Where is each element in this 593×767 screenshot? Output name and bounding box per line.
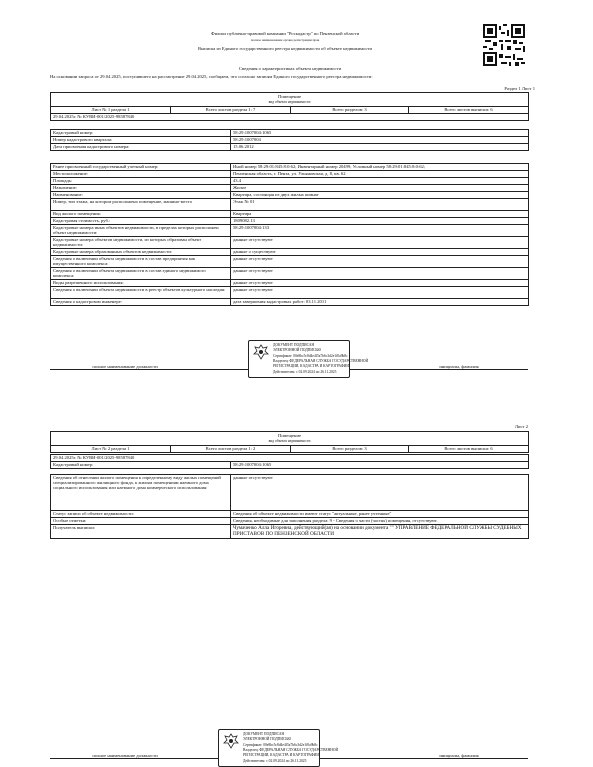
table-row-value: Сведения, необходимые для заполнения раздела: 9 - Сведения о части (частях) помещения, отсутствуют.	[231, 518, 529, 525]
stamp-line: Действителен: с 02.09.2024 по 26.11.2025	[243, 759, 307, 763]
table-row-label: Местоположение:	[51, 171, 231, 178]
page1-header-table	[50, 92, 529, 121]
stamp-line: Владелец: ФЕДЕРАЛЬНАЯ СЛУЖБА ГОСУДАРСТВЕННОЙ	[243, 748, 339, 752]
page2-date-number: 29.04.2025г. № КУВИ-001/2025-98587840	[51, 455, 529, 462]
stamp-line: ЭЛЕКТРОННОЙ ПОДПИСЬЮ	[273, 348, 322, 352]
table-row-value: данные о существуют	[231, 249, 529, 256]
table-row-label: Кадастровая стоимость, руб.:	[51, 218, 231, 225]
qr-code	[483, 24, 525, 66]
stamp-line: РЕГИСТРАЦИИ, КАДАСТРА И КАРТОГРАФИИ	[273, 364, 349, 368]
table-row-value: данные отсутствуют	[231, 280, 529, 287]
page2-object-type: Помещение	[278, 433, 302, 439]
page1-characteristics-table	[50, 163, 529, 306]
page1-date-number: 29.04.2025г. № КУВИ-001/2025-98587840	[51, 114, 529, 121]
table-row-label: Назначение:	[51, 185, 231, 192]
table-row-label: Ранее присвоенный государственный учетный номер:	[51, 164, 231, 171]
page2-header-table	[50, 431, 529, 453]
table-row-value: данные отсутствуют	[231, 237, 529, 249]
table-row-value: 15.06.2012	[231, 144, 529, 151]
table-row-label: Кадастровые номера объектов недвижимости, из которых образован объект недвижимости:	[51, 237, 231, 249]
table-row-value: данные отсутствуют	[231, 287, 529, 299]
section-title: Сведения о характеристиках объекта недвижимости	[238, 66, 342, 71]
table-row-label: Номер кадастрового квартала:	[51, 137, 231, 144]
page1-position-caption: полное наименование должности	[92, 364, 158, 369]
table-row-value: Жилое	[231, 185, 529, 192]
stamp-line: ЭЛЕКТРОННОЙ ПОДПИСЬЮ	[243, 737, 292, 741]
table-row-value: данные отсутствуют	[231, 475, 529, 511]
page1-sheet: Лист № 1 раздела 1	[51, 107, 171, 114]
table-row-value: Квартира, состоящая из двух жилых комнат	[231, 192, 529, 199]
table-row-value: дата завершения кадастровых работ: 03.11.2011	[231, 299, 529, 306]
table-row-value: 58:29:1007004:133	[231, 225, 529, 237]
section-label: Раздел 1 Лист 1	[504, 86, 535, 91]
page2-cadastral-table	[50, 454, 529, 469]
stamp-line: ДОКУМЕНТ ПОДПИСАН	[273, 343, 315, 347]
table-row-value: Сведения об объекте недвижимости имеют статус "актуальные, ранее учтенные"	[231, 511, 529, 518]
page2-position-caption: полное наименование должности	[92, 753, 158, 758]
table-row-label: Кадастровый номер:	[51, 130, 231, 137]
page1-sheets-in-section: Всего листов раздела 1: 7	[171, 107, 291, 114]
table-row-label: Получатель выписки:	[51, 525, 231, 539]
table-row-value: Квартира	[231, 211, 529, 218]
table-row-value: 43.4	[231, 178, 529, 185]
table-row-label: Сведения об отнесении жилого помещения к определенному виду жилых помещений специализированного жилищного фонда, к жилым помещениям наемного дома социального использования или наемного дома коммерческого использования:	[51, 475, 231, 511]
table-row-label: Номер, тип этажа, на котором расположено помещение, машино-место	[51, 199, 231, 211]
office-name: Филиал публично-правовой компании "Роскадастр" по Пензенской области	[210, 31, 360, 36]
table-row-label: Статус записи об объекте недвижимости:	[51, 511, 231, 518]
request-line: На основании запроса от 29.04.2025, поступившего на рассмотрение 29.04.2025, сообщаем, что согласно записям Единого государственного реестра недвижимости:	[50, 74, 373, 79]
page2-signature-stamp	[218, 729, 339, 767]
table-row-label: Кадастровые номера образованных объектов недвижимости:	[51, 249, 231, 256]
page2-object-type-caption: вид объекта недвижимости	[268, 438, 311, 443]
stamp-line: ДОКУМЕНТ ПОДПИСАН	[243, 732, 285, 736]
table-row-label: Особые отметки:	[51, 518, 231, 525]
page1-cadastral-table	[50, 129, 529, 151]
table-row-value: 58:29:1007004:1065	[231, 130, 529, 137]
page1-object-type: Помещение	[278, 94, 302, 100]
page1-object-type-caption: вид объекта недвижимости	[268, 99, 311, 104]
stamp-line: Сертификат: 00e8bc5c8d4e4f5a7b6c3d2e1f0a9b8c	[243, 743, 318, 747]
page1-sections: Всего разделов: 3	[291, 107, 409, 114]
table-row-value: 1809082.13	[231, 218, 529, 225]
table-row-value: Пензенская область, г. Пенза, ул. Ульяновская, д. 8, кв. 62	[231, 171, 529, 178]
table-row-label: Наименование:	[51, 192, 231, 199]
page2-sheet: Лист № 2 раздела 1	[51, 446, 171, 453]
emblem-icon	[253, 344, 269, 360]
table-row-label: Кадастровый номер:	[51, 462, 231, 469]
table-row-label: Вид жилого помещения:	[51, 211, 231, 218]
table-row-value: 58:29:1007004	[231, 137, 529, 144]
table-row-value: Иной номер 58:29:01:845:8:0:62; Инвентарный номер 20499; Условный номер 58:29:01:845:8:0:62;	[231, 164, 529, 171]
table-row-label: Дата присвоения кадастрового номера:	[51, 144, 231, 151]
office-name-caption: полное наименование органа регистрации прав	[250, 38, 320, 42]
page2-sheet-label: Лист 2	[514, 424, 528, 429]
table-row-value: Чумаченко Алла Игоревна, действующий(ая) на основании документа "" УПРАВЛЕНИЕ ФЕДЕРАЛЬНОЙ СЛУЖБЫ СУДЕБНЫХ ПРИСТАВОВ ПО ПЕНЗЕНСКОЙ ОБЛАСТИ	[231, 525, 529, 539]
page1-name-caption: инициалы, фамилия	[439, 364, 479, 369]
table-row-value: данные отсутствуют	[231, 256, 529, 268]
table-row-label: Сведения о включении объекта недвижимости в состав предприятия как имущественного комплекса:	[51, 256, 231, 268]
table-row-label: Сведения о включении объекта недвижимости в реестр объектов культурного наследия:	[51, 287, 231, 299]
stamp-line: Владелец: ФЕДЕРАЛЬНАЯ СЛУЖБА ГОСУДАРСТВЕННОЙ	[273, 359, 369, 363]
page2-total-sheets: Всего листов выписки: 6	[409, 446, 529, 453]
stamp-line: РЕГИСТРАЦИИ, КАДАСТРА И КАРТОГРАФИИ	[243, 753, 319, 757]
table-row-label: Виды разрешенного использования:	[51, 280, 231, 287]
extract-title: Выписка из Единого государственного реестра недвижимости об объекте недвижимости	[198, 46, 372, 51]
table-row-value: 58:29:1007004:1065	[231, 462, 529, 469]
stamp-line: Действителен: с 02.09.2024 по 26.11.2025	[273, 370, 337, 374]
table-row-value: данные отсутствуют	[231, 268, 529, 280]
page2-sections: Всего разделов: 3	[291, 446, 409, 453]
table-row-value: Этаж № 01	[231, 199, 529, 211]
stamp-line: Сертификат: 00e8bc5c8d4e4f5a7b6c3d2e1f0a9b8c	[273, 354, 348, 358]
table-row-label: Площадь:	[51, 178, 231, 185]
page1-signature-stamp	[248, 340, 369, 378]
page2-name-caption: инициалы, фамилия	[439, 753, 479, 758]
page2-sheets-in-section: Всего листов раздела 1: 2	[171, 446, 291, 453]
table-row-label: Сведения о кадастровом инженере:	[51, 299, 231, 306]
emblem-icon	[223, 733, 239, 749]
table-row-label: Кадастровые номера иных объектов недвижимости, в пределах которых расположен объект недвижимости:	[51, 225, 231, 237]
table-row-label: Сведения о включении объекта недвижимости в состав единого недвижимого комплекса:	[51, 268, 231, 280]
page2-details-table	[50, 474, 529, 539]
page1-total-sheets: Всего листов выписки: 6	[409, 107, 529, 114]
